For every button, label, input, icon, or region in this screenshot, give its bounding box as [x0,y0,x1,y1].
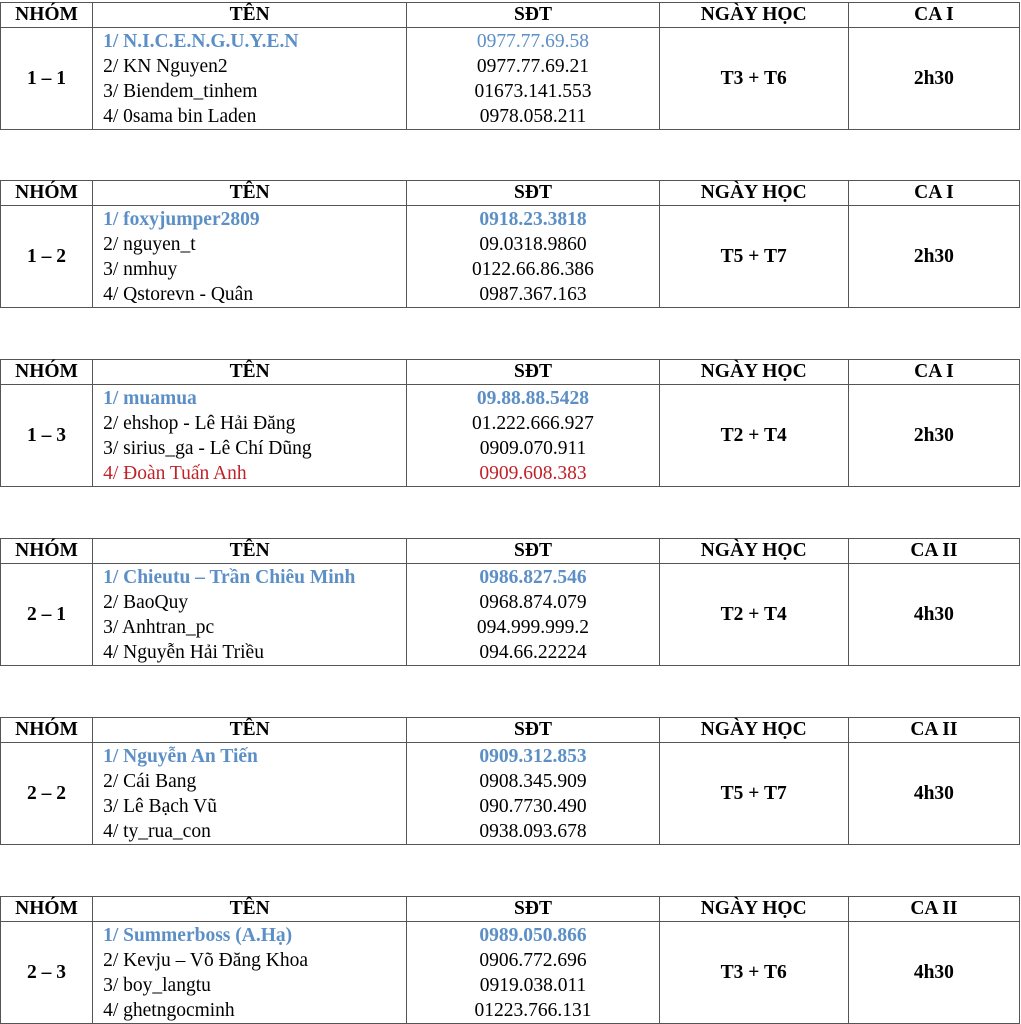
group-id: 1 – 2 [1,206,93,308]
table-row [1,385,1020,487]
header-sdt: SĐT [407,181,659,206]
member-name: 3/ sirius_ga - Lê Chí Dũng [103,438,312,459]
member-name: 2/ nguyen_t [103,234,196,255]
header-row [1,360,1020,385]
member-phone: 090.7730.490 [479,796,587,817]
member-phone: 0909.312.853 [479,746,587,767]
group-id: 1 – 1 [1,28,93,130]
shift-time: 4h30 [848,922,1019,1024]
header-ten: TÊN [93,181,407,206]
group-id: 2 – 3 [1,922,93,1024]
member-name: 1/ Summerboss (A.Hạ) [103,925,293,946]
group-table [0,180,1020,308]
group-table-5 [0,717,1021,845]
member-phone: 0987.367.163 [479,284,587,305]
study-days: T3 + T6 [659,922,848,1024]
member-name: 1/ foxyjumper2809 [103,209,260,230]
member-names [93,743,407,845]
header-ngay-hoc: NGÀY HỌC [659,718,848,743]
member-phone: 0919.038.011 [479,975,587,996]
group-table-4 [0,538,1021,666]
header-ten: TÊN [93,539,407,564]
member-name: 2/ KN Nguyen2 [103,56,228,77]
member-name: 4/ Nguyễn Hải Triều [103,642,264,663]
header-ten: TÊN [93,360,407,385]
member-phone: 0938.093.678 [479,821,587,842]
member-phone: 01223.766.131 [474,1000,592,1021]
group-table [0,538,1020,666]
header-ten: TÊN [93,897,407,922]
study-days: T2 + T4 [659,564,848,666]
member-names [93,206,407,308]
table-row [1,743,1020,845]
member-name: 3/ nmhuy [103,259,178,280]
member-name: 3/ boy_langtu [103,975,211,996]
header-nhom: NHÓM [1,718,93,743]
member-phone: 01673.141.553 [474,81,592,102]
header-sdt: SĐT [407,897,659,922]
header-nhom: NHÓM [1,3,93,28]
header-ca: CA I [848,360,1019,385]
member-name: 1/ muamua [103,388,197,409]
member-phone: 0986.827.546 [479,567,587,588]
group-id: 2 – 1 [1,564,93,666]
member-names [93,385,407,487]
member-phone: 094.999.999.2 [476,617,590,638]
study-days: T5 + T7 [659,206,848,308]
header-ngay-hoc: NGÀY HỌC [659,181,848,206]
member-phone: 0909.608.383 [479,463,587,484]
member-phone: 09.88.88.5428 [476,388,590,409]
header-row [1,181,1020,206]
member-name: 4/ 0sama bin Laden [103,106,257,127]
table-row [1,206,1020,308]
member-name: 1/ N.I.C.E.N.G.U.Y.E.N [103,31,299,52]
shift-time: 2h30 [848,385,1019,487]
member-name: 2/ Cái Bang [103,771,197,792]
header-row [1,897,1020,922]
header-nhom: NHÓM [1,539,93,564]
study-days: T2 + T4 [659,385,848,487]
member-name: 4/ ghetngocminh [103,1000,235,1021]
header-nhom: NHÓM [1,181,93,206]
member-phone: 0968.874.079 [479,592,587,613]
member-phone: 0908.345.909 [479,771,587,792]
header-ca: CA II [848,718,1019,743]
table-row [1,564,1020,666]
member-name: 2/ BaoQuy [103,592,189,613]
member-phones [407,564,659,666]
study-days: T5 + T7 [659,743,848,845]
shift-time: 2h30 [848,28,1019,130]
member-phones [407,28,659,130]
member-name: 1/ Nguyễn An Tiến [103,746,258,767]
member-name: 3/ Lê Bạch Vũ [103,796,217,817]
header-ngay-hoc: NGÀY HỌC [659,897,848,922]
header-ca: CA I [848,181,1019,206]
header-row [1,718,1020,743]
header-sdt: SĐT [407,539,659,564]
group-table [0,359,1020,487]
member-name: 4/ Qstorevn - Quân [103,284,254,305]
group-table [0,717,1020,845]
study-days: T3 + T6 [659,28,848,130]
member-phone: 0977.77.69.58 [476,31,590,52]
member-phone: 0918.23.3818 [479,209,587,230]
header-ten: TÊN [93,718,407,743]
member-name: 1/ Chieutu – Trần Chiêu Minh [103,567,356,588]
header-ca: CA II [848,539,1019,564]
header-ngay-hoc: NGÀY HỌC [659,539,848,564]
member-phone: 0122.66.86.386 [472,259,594,280]
header-ngay-hoc: NGÀY HỌC [659,3,848,28]
group-table-1 [0,2,1021,130]
header-ca: CA I [848,3,1019,28]
group-id: 1 – 3 [1,385,93,487]
header-sdt: SĐT [407,360,659,385]
member-name: 2/ ehshop - Lê Hải Đăng [103,413,296,434]
member-names [93,922,407,1024]
member-names [93,564,407,666]
group-table-2 [0,180,1021,308]
group-table-3 [0,359,1021,487]
group-table [0,896,1020,1024]
shift-time: 2h30 [848,206,1019,308]
table-row [1,28,1020,130]
member-phone: 09.0318.9860 [479,234,587,255]
header-sdt: SĐT [407,718,659,743]
group-table-6 [0,896,1021,1024]
member-name: 2/ Kevju – Võ Đăng Khoa [103,950,308,971]
member-phone: 094.66.22224 [479,642,587,663]
group-table [0,2,1020,130]
group-id: 2 – 2 [1,743,93,845]
header-ngay-hoc: NGÀY HỌC [659,360,848,385]
member-phone: 0989.050.866 [479,925,587,946]
header-nhom: NHÓM [1,897,93,922]
member-name: 3/ Biendem_tinhem [103,81,258,102]
member-phone: 0906.772.696 [479,950,587,971]
member-phone: 0909.070.911 [479,438,587,459]
member-phones [407,206,659,308]
header-nhom: NHÓM [1,360,93,385]
member-phones [407,922,659,1024]
table-row [1,922,1020,1024]
header-sdt: SĐT [407,3,659,28]
header-ca: CA II [848,897,1019,922]
member-names [93,28,407,130]
shift-time: 4h30 [848,564,1019,666]
member-name: 3/ Anhtran_pc [103,617,215,638]
member-name: 4/ ty_rua_con [103,821,211,842]
member-phones [407,743,659,845]
member-phone: 0977.77.69.21 [476,56,590,77]
header-ten: TÊN [93,3,407,28]
member-phone: 01.222.666.927 [472,413,594,434]
member-phones [407,385,659,487]
header-row [1,3,1020,28]
member-name: 4/ Đoàn Tuấn Anh [103,463,247,484]
shift-time: 4h30 [848,743,1019,845]
member-phone: 0978.058.211 [479,106,587,127]
header-row [1,539,1020,564]
